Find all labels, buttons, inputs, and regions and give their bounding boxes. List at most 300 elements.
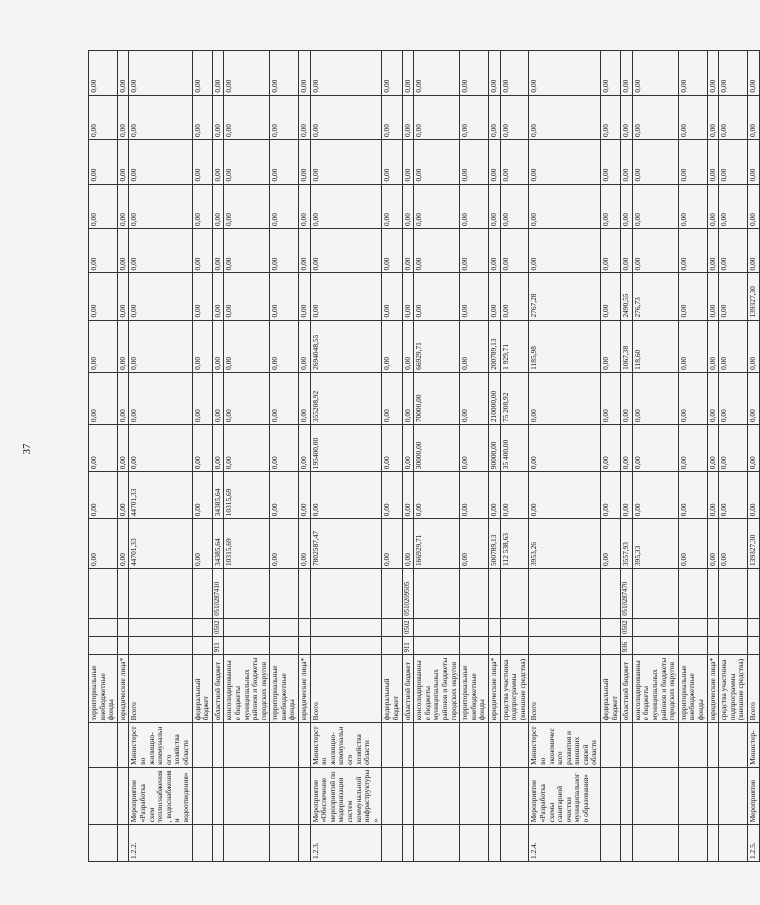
amount-cell: 0,00 — [621, 51, 633, 96]
amount-cell: 90000,00 — [488, 425, 500, 472]
budget-code-cell — [601, 569, 621, 619]
table-row — [224, 51, 270, 862]
amount-cell: 0,00 — [678, 519, 707, 569]
amount-cell: 1067,38 — [621, 320, 633, 372]
measure-name-cell — [212, 767, 224, 825]
amount-cell: 0,00 — [601, 95, 621, 139]
amount-cell: 0,00 — [460, 425, 489, 472]
amount-cell: 0,00 — [601, 273, 621, 320]
amount-cell: 0,00 — [460, 228, 489, 272]
amount-cell: 0,00 — [89, 140, 118, 184]
amount-cell: 1185,98 — [529, 320, 601, 372]
table-row — [212, 51, 224, 862]
amount-cell: 0,00 — [488, 184, 500, 228]
executor-cell — [601, 723, 621, 767]
table-row — [129, 51, 192, 862]
amount-cell: 0,00 — [117, 273, 129, 320]
budget-code-cell — [192, 618, 212, 636]
amount-cell: 0,00 — [299, 51, 311, 96]
amount-cell: 0,00 — [270, 425, 299, 472]
amount-cell: 0,00 — [117, 472, 129, 519]
amount-cell: 0,00 — [382, 184, 402, 228]
amount-cell: 0,00 — [719, 95, 748, 139]
funding-source-cell: территориальные внебюджетные фонды — [678, 655, 707, 723]
amount-cell: 0,00 — [414, 184, 460, 228]
budget-code-cell — [719, 637, 748, 655]
budget-code-cell — [460, 569, 489, 619]
table-row — [117, 51, 129, 862]
budget-code-cell — [707, 637, 719, 655]
amount-cell: 210000,00 — [488, 372, 500, 424]
row-number-cell: 1.2.4. — [529, 825, 601, 862]
budget-code-cell — [224, 569, 270, 619]
row-number-cell — [678, 825, 707, 862]
amount-cell: 2490,55 — [621, 273, 633, 320]
amount-cell: 0,00 — [529, 228, 601, 272]
amount-cell: 0,00 — [117, 425, 129, 472]
amount-cell: 0,00 — [414, 51, 460, 96]
amount-cell: 0,00 — [632, 51, 678, 96]
funding-source-cell: Всего — [129, 655, 192, 723]
amount-cell: 0,00 — [601, 320, 621, 372]
amount-cell: 0,00 — [747, 140, 759, 184]
amount-cell: 0,00 — [212, 51, 224, 96]
amount-cell: 0,00 — [707, 372, 719, 424]
amount-cell: 0,00 — [678, 228, 707, 272]
amount-cell: 0,00 — [601, 51, 621, 96]
budget-code-cell: 936 — [621, 637, 633, 655]
budget-code-cell — [117, 618, 129, 636]
amount-cell: 0,00 — [117, 95, 129, 139]
amount-cell: 0,00 — [707, 320, 719, 372]
amount-cell: 0,00 — [678, 273, 707, 320]
amount-cell: 0,00 — [529, 425, 601, 472]
budget-code-cell — [89, 569, 118, 619]
table-row — [747, 51, 759, 862]
executor-cell: Министер- — [747, 723, 759, 767]
amount-cell: 10315,69 — [224, 472, 270, 519]
amount-cell: 0,00 — [402, 140, 414, 184]
table-row — [299, 51, 311, 862]
row-number-cell — [601, 825, 621, 862]
amount-cell: 0,00 — [310, 472, 382, 519]
amount-cell: 0,00 — [212, 425, 224, 472]
amount-cell: 0,00 — [89, 184, 118, 228]
amount-cell: 0,00 — [270, 519, 299, 569]
budget-code-cell — [299, 637, 311, 655]
amount-cell: 2767,28 — [529, 273, 601, 320]
budget-code-cell — [382, 637, 402, 655]
amount-cell: 30000,00 — [414, 425, 460, 472]
budget-code-cell — [678, 618, 707, 636]
amount-cell: 34385,64 — [212, 519, 224, 569]
amount-cell: 0,00 — [719, 228, 748, 272]
amount-cell: 0,00 — [719, 140, 748, 184]
amount-cell: 0,00 — [707, 51, 719, 96]
measure-name-cell: Мероприятие — [747, 767, 759, 825]
budget-code-cell — [299, 569, 311, 619]
amount-cell: 0,00 — [270, 51, 299, 96]
amount-cell: 0,00 — [270, 95, 299, 139]
budget-code-cell — [719, 618, 748, 636]
page-number: 37 — [21, 443, 33, 455]
amount-cell: 0,00 — [488, 273, 500, 320]
budget-code-cell — [707, 618, 719, 636]
measure-name-cell — [89, 767, 118, 825]
budget-code-cell: 0510209505 — [402, 569, 414, 619]
amount-cell: 200789,13 — [488, 320, 500, 372]
amount-cell: 0,00 — [299, 140, 311, 184]
measure-name-cell — [382, 767, 402, 825]
amount-cell: 0,00 — [621, 228, 633, 272]
amount-cell: 0,00 — [212, 372, 224, 424]
amount-cell: 0,00 — [719, 372, 748, 424]
budget-code-cell — [529, 618, 601, 636]
amount-cell: 0,00 — [382, 140, 402, 184]
funding-source-cell: консолидированные бюджеты муниципальных районов и бюджеты городских округов — [632, 655, 678, 723]
measure-name-cell — [224, 767, 270, 825]
amount-cell: 66929,71 — [414, 320, 460, 372]
amount-cell: 0,00 — [678, 472, 707, 519]
amount-cell: 0,00 — [89, 372, 118, 424]
amount-cell: 0,00 — [500, 273, 529, 320]
funding-source-cell: Всего — [529, 655, 601, 723]
measure-name-cell — [500, 767, 529, 825]
budget-code-cell — [632, 569, 678, 619]
funding-source-cell: территориальные внебюджетные фонды — [270, 655, 299, 723]
amount-cell: 0,00 — [402, 472, 414, 519]
budget-code-cell — [460, 637, 489, 655]
row-number-cell — [621, 825, 633, 862]
budget-code-cell — [382, 569, 402, 619]
amount-cell: 139327,30 — [747, 519, 759, 569]
amount-cell: 0,00 — [310, 184, 382, 228]
amount-cell: 0,00 — [460, 372, 489, 424]
amount-cell: 0,00 — [678, 320, 707, 372]
row-number-cell — [632, 825, 678, 862]
amount-cell: 0,00 — [460, 320, 489, 372]
budget-code-cell — [488, 618, 500, 636]
budget-code-cell: 911 — [402, 637, 414, 655]
funding-source-cell: юридические лица* — [117, 655, 129, 723]
executor-cell — [299, 723, 311, 767]
amount-cell: 0,00 — [601, 372, 621, 424]
budget-code-cell — [632, 637, 678, 655]
amount-cell: 0,00 — [192, 273, 212, 320]
amount-cell: 7802587,47 — [310, 519, 382, 569]
table-row — [310, 51, 382, 862]
amount-cell: 0,00 — [117, 372, 129, 424]
budget-code-cell — [117, 637, 129, 655]
amount-cell: 0,00 — [192, 228, 212, 272]
amount-cell: 0,00 — [224, 95, 270, 139]
budget-code-cell — [270, 637, 299, 655]
executor-cell — [270, 723, 299, 767]
budget-code-cell — [747, 569, 759, 619]
amount-cell: 0,00 — [719, 320, 748, 372]
executor-cell — [212, 723, 224, 767]
amount-cell: 0,00 — [719, 184, 748, 228]
budget-code-cell — [299, 618, 311, 636]
amount-cell: 0,00 — [621, 140, 633, 184]
amount-cell: 0,00 — [621, 472, 633, 519]
table-row — [488, 51, 500, 862]
amount-cell: 0,00 — [621, 95, 633, 139]
table-row — [500, 51, 529, 862]
amount-cell: 0,00 — [270, 372, 299, 424]
amount-cell: 0,00 — [621, 184, 633, 228]
budget-code-cell — [310, 569, 382, 619]
table-row — [89, 51, 118, 862]
amount-cell: 0,00 — [270, 228, 299, 272]
budget-code-cell — [89, 618, 118, 636]
amount-cell: 0,00 — [310, 95, 382, 139]
amount-cell: 0,00 — [310, 140, 382, 184]
row-number-cell: 1.2.5. — [747, 825, 759, 862]
amount-cell: 0,00 — [382, 273, 402, 320]
budget-table — [88, 50, 760, 862]
amount-cell: 0,00 — [270, 140, 299, 184]
budget-code-cell — [678, 637, 707, 655]
amount-cell: 0,00 — [192, 425, 212, 472]
amount-cell: 0,00 — [402, 372, 414, 424]
executor-cell — [402, 723, 414, 767]
amount-cell: 0,00 — [310, 273, 382, 320]
amount-cell: 0,00 — [382, 51, 402, 96]
executor-cell — [382, 723, 402, 767]
amount-cell: 500789,13 — [488, 519, 500, 569]
budget-code-cell — [460, 618, 489, 636]
amount-cell: 0,00 — [224, 372, 270, 424]
amount-cell: 0,00 — [382, 372, 402, 424]
amount-cell: 0,00 — [747, 472, 759, 519]
measure-name-cell: Мероприятие «Разработка схемы санитарной очистки муниципального образования» — [529, 767, 601, 825]
row-number-cell — [212, 825, 224, 862]
amount-cell: 0,00 — [382, 95, 402, 139]
amount-cell: 0,00 — [224, 140, 270, 184]
amount-cell: 0,00 — [601, 140, 621, 184]
amount-cell: 0,00 — [707, 519, 719, 569]
amount-cell: 0,00 — [500, 51, 529, 96]
budget-code-cell — [89, 637, 118, 655]
budget-code-cell — [500, 618, 529, 636]
budget-code-cell: 0502 — [621, 618, 633, 636]
amount-cell: 0,00 — [212, 273, 224, 320]
row-number-cell — [299, 825, 311, 862]
amount-cell: 0,00 — [224, 184, 270, 228]
measure-name-cell — [719, 767, 748, 825]
amount-cell: 0,00 — [89, 425, 118, 472]
funding-source-cell: консолидированные бюджеты муниципальных районов и бюджеты городских округов — [224, 655, 270, 723]
executor-cell — [460, 723, 489, 767]
amount-cell: 0,00 — [382, 519, 402, 569]
amount-cell: 0,00 — [224, 51, 270, 96]
table-row — [460, 51, 489, 862]
measure-name-cell: Мероприятие «Обеспечение мероприятий по модернизации систем коммунальной инфраструктуры» — [310, 767, 382, 825]
table-row — [529, 51, 601, 862]
amount-cell: 70000,00 — [414, 372, 460, 424]
row-number-cell — [117, 825, 129, 862]
measure-name-cell — [299, 767, 311, 825]
amount-cell: 0,00 — [601, 228, 621, 272]
amount-cell: 0,00 — [382, 472, 402, 519]
amount-cell: 0,00 — [707, 273, 719, 320]
measure-name-cell — [488, 767, 500, 825]
measure-name-cell — [460, 767, 489, 825]
row-number-cell — [460, 825, 489, 862]
amount-cell: 0,00 — [678, 140, 707, 184]
executor-cell — [632, 723, 678, 767]
amount-cell: 0,00 — [402, 51, 414, 96]
budget-code-cell — [488, 637, 500, 655]
amount-cell: 0,00 — [488, 95, 500, 139]
amount-cell: 0,00 — [402, 228, 414, 272]
amount-cell: 0,00 — [299, 372, 311, 424]
amount-cell: 0,00 — [402, 425, 414, 472]
amount-cell: 0,00 — [529, 51, 601, 96]
table-row — [719, 51, 748, 862]
amount-cell: 0,00 — [488, 228, 500, 272]
executor-cell — [488, 723, 500, 767]
funding-source-cell: федеральный бюджет — [192, 655, 212, 723]
amount-cell: 0,00 — [299, 519, 311, 569]
row-number-cell — [382, 825, 402, 862]
funding-source-cell: средства участника подпрограммы (внешние средства) — [719, 655, 748, 723]
table-row — [382, 51, 402, 862]
measure-name-cell: Мероприятие «Разработка схем теплоснабжения, водоснабжения и водоотведения» — [129, 767, 192, 825]
amount-cell: 0,00 — [89, 273, 118, 320]
amount-cell: 0,00 — [632, 425, 678, 472]
budget-code-cell — [129, 618, 192, 636]
row-number-cell — [192, 825, 212, 862]
amount-cell: 0,00 — [192, 95, 212, 139]
amount-cell: 0,00 — [270, 273, 299, 320]
executor-cell — [719, 723, 748, 767]
amount-cell: 44701,33 — [129, 472, 192, 519]
amount-cell: 75 208,92 — [500, 372, 529, 424]
amount-cell: 0,00 — [460, 472, 489, 519]
executor-cell — [89, 723, 118, 767]
amount-cell: 0,00 — [488, 472, 500, 519]
measure-name-cell — [707, 767, 719, 825]
amount-cell: 0,00 — [500, 95, 529, 139]
funding-source-cell: федеральный бюджет — [601, 655, 621, 723]
amount-cell: 0,00 — [719, 425, 748, 472]
amount-cell: 0,00 — [224, 273, 270, 320]
amount-cell: 0,00 — [500, 184, 529, 228]
amount-cell: 0,00 — [89, 519, 118, 569]
amount-cell: 0,00 — [89, 228, 118, 272]
amount-cell: 0,00 — [129, 184, 192, 228]
amount-cell: 0,00 — [382, 425, 402, 472]
amount-cell: 0,00 — [460, 140, 489, 184]
amount-cell: 3953,26 — [529, 519, 601, 569]
amount-cell: 2694048,55 — [310, 320, 382, 372]
amount-cell: 0,00 — [212, 228, 224, 272]
budget-code-cell — [529, 569, 601, 619]
row-number-cell — [707, 825, 719, 862]
funding-source-cell: Всего — [747, 655, 759, 723]
amount-cell: 0,00 — [747, 372, 759, 424]
amount-cell: 0,00 — [310, 51, 382, 96]
amount-cell: 0,00 — [747, 51, 759, 96]
amount-cell: 0,00 — [192, 372, 212, 424]
amount-cell: 0,00 — [299, 320, 311, 372]
amount-cell: 0,00 — [488, 140, 500, 184]
amount-cell: 35 400,00 — [500, 425, 529, 472]
budget-code-cell — [224, 637, 270, 655]
budget-code-cell — [192, 569, 212, 619]
amount-cell: 0,00 — [529, 472, 601, 519]
funding-source-cell: областной бюджет — [402, 655, 414, 723]
amount-cell: 0,00 — [192, 184, 212, 228]
measure-name-cell — [414, 767, 460, 825]
amount-cell: 0,00 — [382, 228, 402, 272]
amount-cell: 0,00 — [129, 140, 192, 184]
funding-source-cell: консолидированные бюджеты муниципальных районов и бюджеты городских округов — [414, 655, 460, 723]
row-number-cell — [719, 825, 748, 862]
table-row — [632, 51, 678, 862]
budget-code-cell: 0502 — [212, 618, 224, 636]
amount-cell: 10315,69 — [224, 519, 270, 569]
row-number-cell — [488, 825, 500, 862]
amount-cell: 0,00 — [529, 95, 601, 139]
amount-cell: 0,00 — [129, 425, 192, 472]
budget-code-cell: 911 — [212, 637, 224, 655]
amount-cell: 0,00 — [719, 273, 748, 320]
budget-code-cell — [310, 618, 382, 636]
amount-cell: 0,00 — [529, 140, 601, 184]
funding-source-cell: областной бюджет — [212, 655, 224, 723]
amount-cell: 0,00 — [414, 228, 460, 272]
amount-cell: 0,00 — [89, 95, 118, 139]
amount-cell: 0,00 — [299, 184, 311, 228]
amount-cell: 0,00 — [747, 184, 759, 228]
amount-cell: 0,00 — [402, 184, 414, 228]
budget-code-cell: 0510287470 — [621, 569, 633, 619]
executor-cell — [192, 723, 212, 767]
amount-cell: 0,00 — [117, 320, 129, 372]
budget-code-cell — [129, 569, 192, 619]
row-number-cell: 1.2.2. — [129, 825, 192, 862]
funding-source-cell: юридические лица* — [299, 655, 311, 723]
amount-cell: 0,00 — [500, 140, 529, 184]
amount-cell: 0,00 — [402, 273, 414, 320]
budget-code-cell — [747, 637, 759, 655]
row-number-cell — [414, 825, 460, 862]
budget-code-cell — [707, 569, 719, 619]
budget-code-cell — [719, 569, 748, 619]
budget-code-cell — [414, 637, 460, 655]
funding-source-cell: средства участника подпрограммы (внешние средства) — [500, 655, 529, 723]
amount-cell: 0,00 — [747, 95, 759, 139]
amount-cell: 0,00 — [529, 372, 601, 424]
budget-code-cell — [382, 618, 402, 636]
amount-cell: 0,00 — [224, 228, 270, 272]
amount-cell: 0,00 — [224, 425, 270, 472]
amount-cell: 0,00 — [212, 95, 224, 139]
amount-cell: 0,00 — [621, 425, 633, 472]
amount-cell: 0,00 — [632, 372, 678, 424]
amount-cell: 0,00 — [117, 51, 129, 96]
amount-cell: 0,00 — [192, 519, 212, 569]
budget-code-cell — [632, 618, 678, 636]
table-row — [707, 51, 719, 862]
measure-name-cell — [270, 767, 299, 825]
amount-cell: 0,00 — [707, 95, 719, 139]
amount-cell: 0,00 — [402, 320, 414, 372]
amount-cell: 0,00 — [299, 425, 311, 472]
